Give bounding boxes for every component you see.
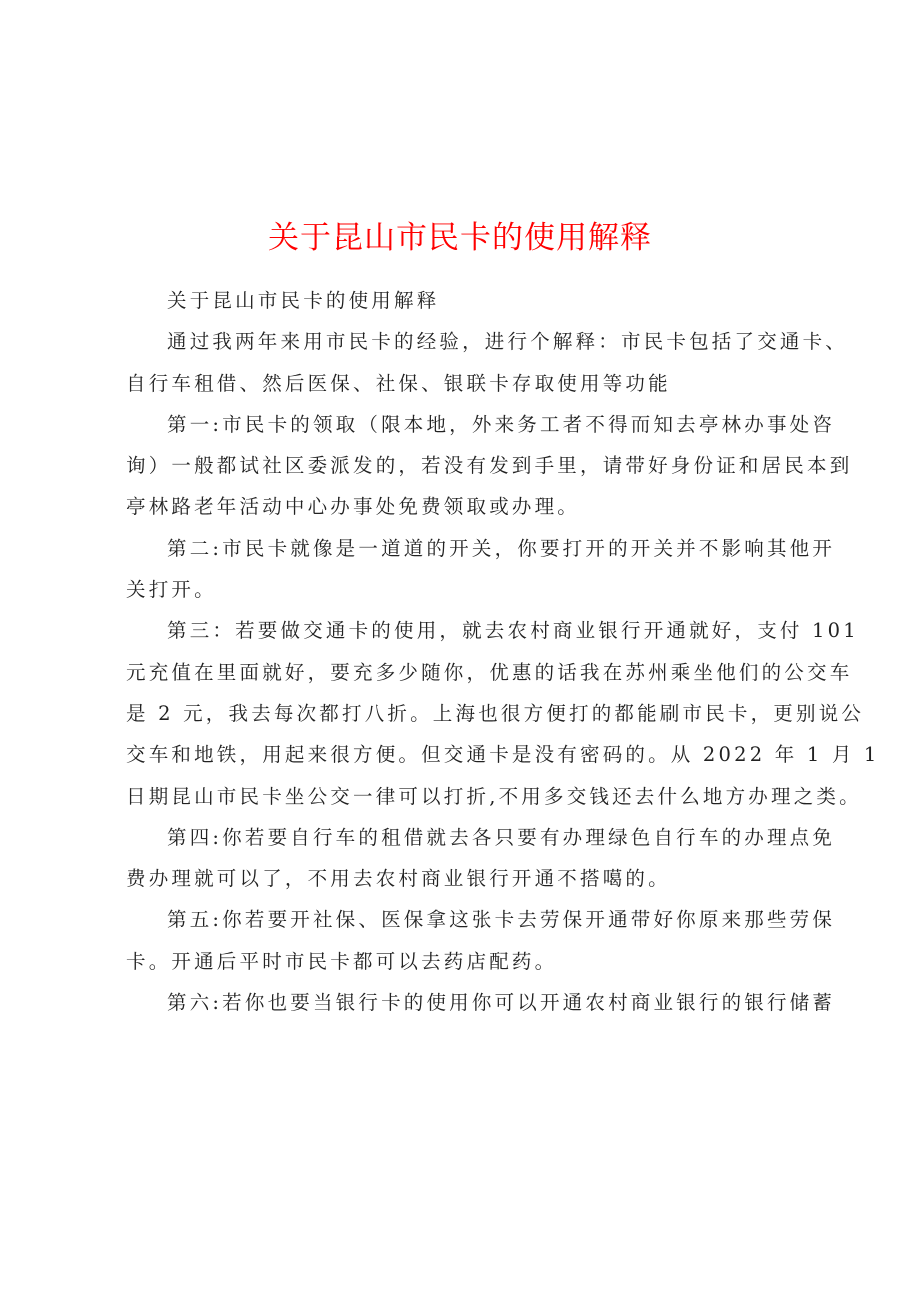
paragraph-line: 交车和地铁，用起来很方便。但交通卡是没有密码的。从 2022 年 1 月 1 [126,743,880,767]
paragraph-line: 费办理就可以了，不用去农村商业银行开通不搭噶的。 [126,867,671,891]
paragraph-line: 第一:市民卡的领取（限本地，外来务工者不得而知去亭林办事处咨 [167,412,836,436]
paragraph-line: 第五:你若要开社保、医保拿这张卡去劳保开通带好你原来那些劳保 [167,908,836,932]
paragraph-line: 是 2 元，我去每次都打八折。上海也很方便打的都能刷市民卡，更别说公 [126,701,865,725]
paragraph-line: 日期昆山市民卡坐公交一律可以打折,不用多交钱还去什么地方办理之类。 [126,784,862,808]
paragraph-line: 询）一般都试社区委派发的，若没有发到手里，请带好身份证和居民本到 [126,454,853,478]
paragraph-line: 第三：若要做交通卡的使用，就去农村商业银行开通就好，支付 101 [167,619,859,643]
paragraph-line: 元充值在里面就好，要充多少随你，优惠的话我在苏州乘坐他们的公交车 [126,660,853,684]
paragraph-line: 第六:若你也要当银行卡的使用你可以开通农村商业银行的银行储蓄 [167,991,836,1015]
paragraph-line: 亭林路老年活动中心办事处免费领取或办理。 [126,495,581,519]
document-body [126,280,880,1023]
paragraph-line: 第二:市民卡就像是一道道的开关，你要打开的开关并不影响其他开 [167,536,836,560]
paragraph-line: 第四:你若要自行车的租借就去各只要有办理绿色自行车的办理点免 [167,825,836,849]
paragraph-line: 通过我两年来用市民卡的经验，进行个解释：市民卡包括了交通卡、 [167,330,849,354]
paragraph-line: 卡。开通后平时市民卡都可以去药店配药。 [126,949,558,973]
paragraph-line: 关于昆山市民卡的使用解释 [167,289,440,312]
paragraph-line: 关打开。 [126,578,217,602]
paragraph-line: 自行车租借、然后医保、社保、银联卡存取使用等功能 [126,371,671,395]
document-title: 关于昆山市民卡的使用解释 [268,219,652,256]
